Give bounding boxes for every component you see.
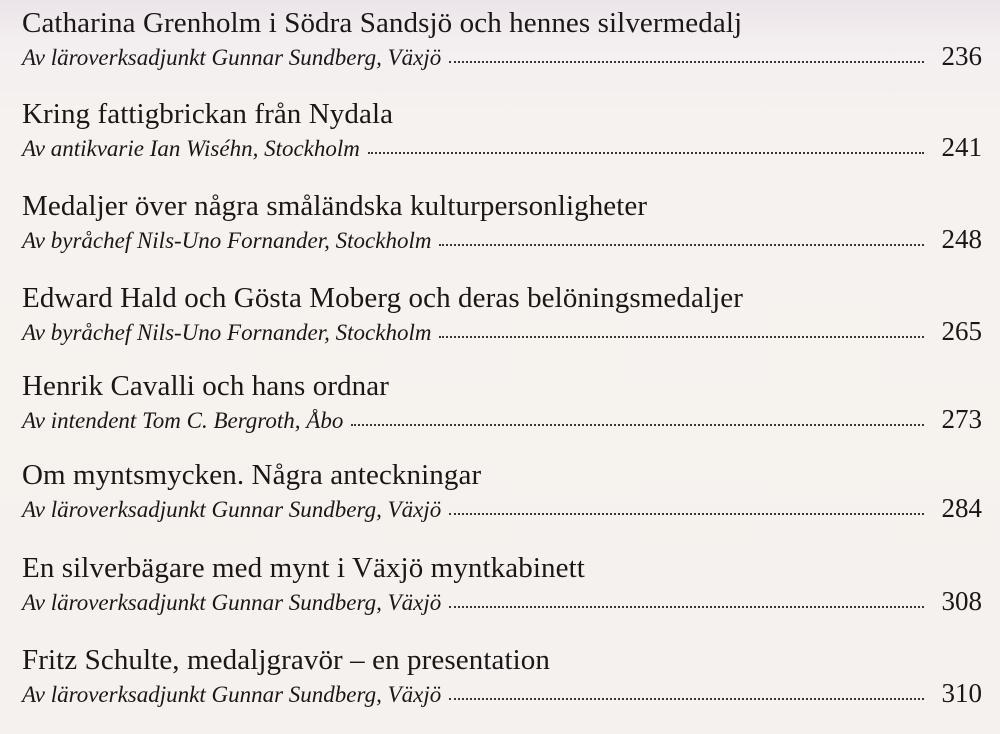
dot-leader bbox=[449, 513, 924, 515]
entry-author: Av intendent Tom C. Bergroth, Åbo bbox=[22, 408, 344, 433]
entry-title: Fritz Schulte, medaljgravör – en presentation bbox=[22, 644, 550, 676]
entry-author: Av läroverksadjunkt Gunnar Sundberg, Växjö bbox=[22, 497, 442, 522]
entry-page-number: 308 bbox=[941, 586, 982, 616]
entry-byline bbox=[22, 41, 982, 73]
entry-author: Av läroverksadjunkt Gunnar Sundberg, Växjö bbox=[22, 590, 442, 615]
dot-leader bbox=[449, 698, 924, 700]
entry-byline bbox=[22, 586, 982, 618]
entry-title: Henrik Cavalli och hans ordnar bbox=[22, 370, 390, 402]
entry-page-number: 284 bbox=[941, 493, 982, 523]
toc-entry bbox=[22, 458, 982, 525]
toc-entry bbox=[22, 6, 982, 73]
entry-byline bbox=[22, 132, 982, 164]
toc-entry bbox=[22, 97, 982, 164]
entry-title: Medaljer över några småländska kulturpersonligheter bbox=[22, 190, 648, 222]
toc-entry bbox=[22, 189, 982, 256]
entry-page-number: 236 bbox=[941, 41, 982, 71]
dot-leader bbox=[439, 244, 924, 246]
entry-title: En silverbägare med mynt i Växjö myntkabinett bbox=[22, 552, 585, 584]
entry-author: Av byråchef Nils-Uno Fornander, Stockholm bbox=[22, 228, 432, 253]
entry-byline bbox=[22, 493, 982, 525]
dot-leader bbox=[368, 152, 924, 154]
dot-leader bbox=[351, 424, 924, 426]
entry-byline bbox=[22, 404, 982, 436]
entry-title: Edward Hald och Gösta Moberg och deras belöningsmedaljer bbox=[22, 282, 743, 314]
entry-page-number: 273 bbox=[941, 404, 982, 434]
toc-entry bbox=[22, 281, 982, 348]
entry-author: Av antikvarie Ian Wiséhn, Stockholm bbox=[22, 136, 360, 161]
entry-title: Kring fattigbrickan från Nydala bbox=[22, 98, 394, 130]
entry-byline bbox=[22, 224, 982, 256]
entry-author: Av byråchef Nils-Uno Fornander, Stockholm bbox=[22, 320, 432, 345]
entry-page-number: 248 bbox=[941, 224, 982, 254]
dot-leader bbox=[449, 61, 924, 63]
entry-title: Catharina Grenholm i Södra Sandsjö och hennes silvermedalj bbox=[22, 7, 743, 39]
entry-title: Om myntsmycken. Några anteckningar bbox=[22, 459, 482, 491]
toc-entry bbox=[22, 369, 982, 436]
dot-leader bbox=[439, 336, 924, 338]
entry-author: Av läroverksadjunkt Gunnar Sundberg, Växjö bbox=[22, 45, 442, 70]
entry-page-number: 265 bbox=[941, 316, 982, 346]
entry-author: Av läroverksadjunkt Gunnar Sundberg, Växjö bbox=[22, 682, 442, 707]
entry-page-number: 310 bbox=[941, 678, 982, 708]
dot-leader bbox=[449, 606, 924, 608]
entry-byline bbox=[22, 678, 982, 710]
entry-page-number: 241 bbox=[941, 132, 982, 162]
entry-byline bbox=[22, 316, 982, 348]
toc-entry bbox=[22, 551, 982, 618]
toc-entry bbox=[22, 643, 982, 710]
